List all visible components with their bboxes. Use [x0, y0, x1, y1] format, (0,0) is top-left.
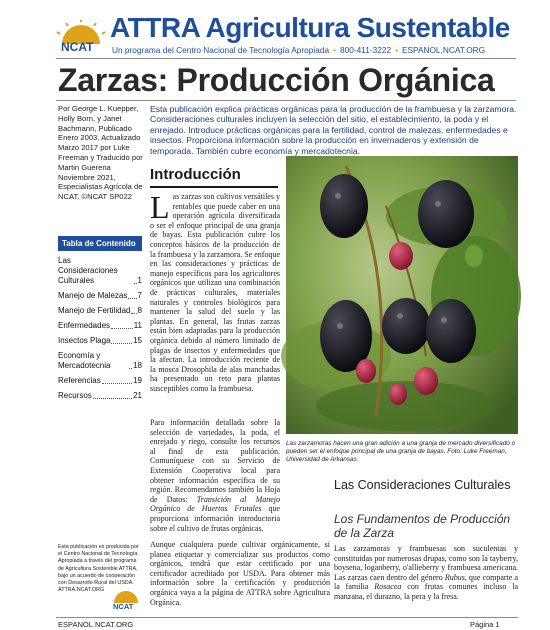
title-divider — [56, 100, 516, 101]
section-p1-end: con frutas comunes incluso la manzana, el durazno, la pera y la fresa. — [334, 582, 519, 601]
footer-website[interactable]: ESPANOL.NCAT.ORG — [58, 620, 134, 629]
toc-item-page: 15 — [133, 336, 142, 345]
section-p1-mid: , que comparte a la familia — [334, 572, 518, 592]
toc-item-label: Economía y Mercadotecnia — [58, 351, 111, 370]
toc-item-page: 7 — [137, 291, 142, 300]
toc-item-label: Recursos — [58, 391, 92, 400]
byline: Por George L. Kuepper, Holly Born, y Janet Bachmann, Publicado Enero 2003, Actualizado Marzo 2017 por Luke Freeman y Traducido por Martin Guerena Noviembre 2021, Especialistas Agrícola de NCAT. ©NCAT SP022 — [58, 104, 143, 202]
toc-item-label: Manejo de Fertilidad — [58, 306, 131, 315]
funding-note: Esta publicación es producida por el Centro Nacional de Tecnología Apropiada a través del programa de Agricultura Sostenible ATTRA, bajo un acuerdo de cooperación con Desarrollo Rural del USDA. ATTRA.NCAT.ORG — [58, 544, 139, 594]
header-divider — [56, 58, 516, 59]
toc-item-page: 11 — [133, 321, 142, 330]
toc-leader-dots — [131, 313, 136, 314]
toc-item[interactable] — [58, 376, 142, 386]
toc-item-label: Referencias — [58, 376, 101, 385]
toc-item-page: 18 — [133, 361, 142, 370]
intro-p3: Aunque cualquiera puede cultivar orgánicamente, si planea etiquetar y comercializar sus productos como orgánicos, tendrá que estar certificado por una certificador acreditado por USDA. Para obtener más información sobre la certificación y producción orgánica vaya a la página de ATTRA sobre Agricultura Orgánica. — [150, 540, 330, 607]
brand-title: ATTRA Agricultura Sustentable — [110, 12, 510, 43]
ncat-small-logo — [110, 590, 142, 614]
intro-p2: Para información detallada sobre la selección de variedades, la poda, el enrejado y riego, consulte los recursos al final de esta publicación. Comuníquese con su Servicio de Extensión Cooperativa local para obtener información específica de su región. Recomendamos también la Hoja de Datos: — [150, 418, 280, 504]
toc-item[interactable] — [58, 306, 142, 316]
toc-item-page: 8 — [137, 306, 142, 315]
toc-leader-dots — [111, 343, 132, 344]
logo-text: NCAT — [61, 40, 94, 54]
toc-item-page: 1 — [137, 276, 142, 285]
section-subheading: Los Fundamentos de Producción de la Zarza — [334, 512, 511, 540]
toc-list — [58, 256, 142, 401]
toc-item[interactable] — [58, 336, 142, 346]
section-paragraph — [334, 544, 518, 616]
toc-leader-dots — [128, 298, 136, 299]
toc-item[interactable] — [58, 256, 142, 286]
photo-caption: Las zarzamoras hacen una gran adición a una granja de mercado diversificado o pueden ser el enfoque principal de una granja de bayas. Foto: Luke Freeman, Universidad de Arkansas — [286, 440, 516, 463]
toc-item-label: Las Consideraciones Culturales — [58, 256, 118, 285]
family-name: Rosacea — [374, 582, 402, 592]
section-heading: Las Consideraciones Culturales — [334, 478, 511, 492]
toc-item-page: 19 — [133, 376, 142, 385]
toc-item-label: Manejo de Malezas — [58, 291, 128, 300]
phone-number[interactable]: 800-411-3222 — [340, 45, 392, 55]
intro-paragraph-2 — [150, 418, 281, 533]
factsheet-title[interactable]: Transición al Manejo Orgánico de Huertos Frutales — [150, 494, 281, 514]
blackberry-photo — [286, 156, 518, 434]
toc-leader-dots — [102, 383, 132, 384]
genus-name: Rubus — [444, 572, 465, 582]
toc-item[interactable] — [58, 391, 142, 401]
table-of-contents — [58, 236, 142, 401]
summary-text: Esta publicación explica prácticas orgánicas para la producción de la frambuesa y la zarzamora. Consideraciones culturales incluyen la selección del sitio, el establecimiento, la poda y el enrejado. Introduce prácticas orgánicas para la fertilidad, control de malezas, enfermedades e insectos. Proporciona información sobre la producción en invernaderos y extensión de temporada. También cubre economía y mercadotecnia. — [150, 104, 517, 156]
masthead — [56, 12, 516, 62]
toc-item-page: 21 — [133, 391, 142, 400]
toc-leader-dots — [134, 283, 137, 284]
toc-leader-dots — [93, 398, 132, 399]
intro-heading-rule — [150, 186, 278, 188]
page-title: Zarzas: Producción Orgánica — [58, 62, 495, 98]
intro-p1: as zarzas son cultivos versátiles y rentables que puede caber en una operación agrícola diversificada o ser el enfoque principal de una granja de bayas. Esta publicación cubre los conceptos básicos de la producción de la frambuesa y la zarzamora. Se enfoque en las consideraciones y prácticas de manejo específicos para los agricultores orgánicos que utilizan una combinación de prácticas culturales, materiales naturales y controles biológicos para mantener la salud del suelo y las plantas. En general, las frutas zarzas están bien adaptadas para la producción orgánica debido al número limitado de plagas de insectos y enfermedades que la afectan. La introducción reciente de la mosca Drosophila de alas manchadas ha presentado un reto para plantas susceptibles como la frambuesa. — [150, 192, 280, 393]
intro-paragraph-3 — [150, 540, 330, 614]
intro-p2-end: que proporciona información introductoria sobre el cultivo de frutas orgánicas. — [150, 504, 280, 533]
intro-heading: Introducción — [150, 166, 241, 183]
toc-item-label: Insectos Plaga — [58, 336, 111, 345]
toc-leader-dots — [129, 368, 132, 369]
ncat-logo — [56, 20, 106, 58]
intro-paragraph — [150, 189, 280, 410]
toc-item-label: Enfermedades — [58, 321, 111, 330]
program-line: Un programa del Centro Nacional de Tecnología Apropiada — [112, 45, 330, 55]
toc-item[interactable] — [58, 321, 142, 331]
dropcap: L — [150, 189, 170, 225]
footer-divider — [56, 617, 518, 618]
section-p1: Las zarzamoras y frambuesas son suculentas y constituidas por numerosas drupas, como son la tayberry, boysena, loganberry, o'allieberry y frambuesa americana. Las zarzas caen dentro del género — [334, 544, 518, 582]
brand-subtitle: Un programa del Centro Nacional de Tecnología Apropiada • 800-411-3222 • ESPANOL.NCAT.ORG — [112, 45, 486, 55]
toc-item[interactable] — [58, 351, 142, 371]
toc-leader-dots — [111, 328, 133, 329]
page-number: Página 1 — [470, 620, 500, 629]
toc-title: Tabla de Contenido — [58, 236, 142, 251]
website-link[interactable]: ESPANOL.NCAT.ORG — [401, 45, 486, 55]
logo-text: NCAT — [113, 602, 134, 611]
toc-item[interactable] — [58, 291, 142, 301]
